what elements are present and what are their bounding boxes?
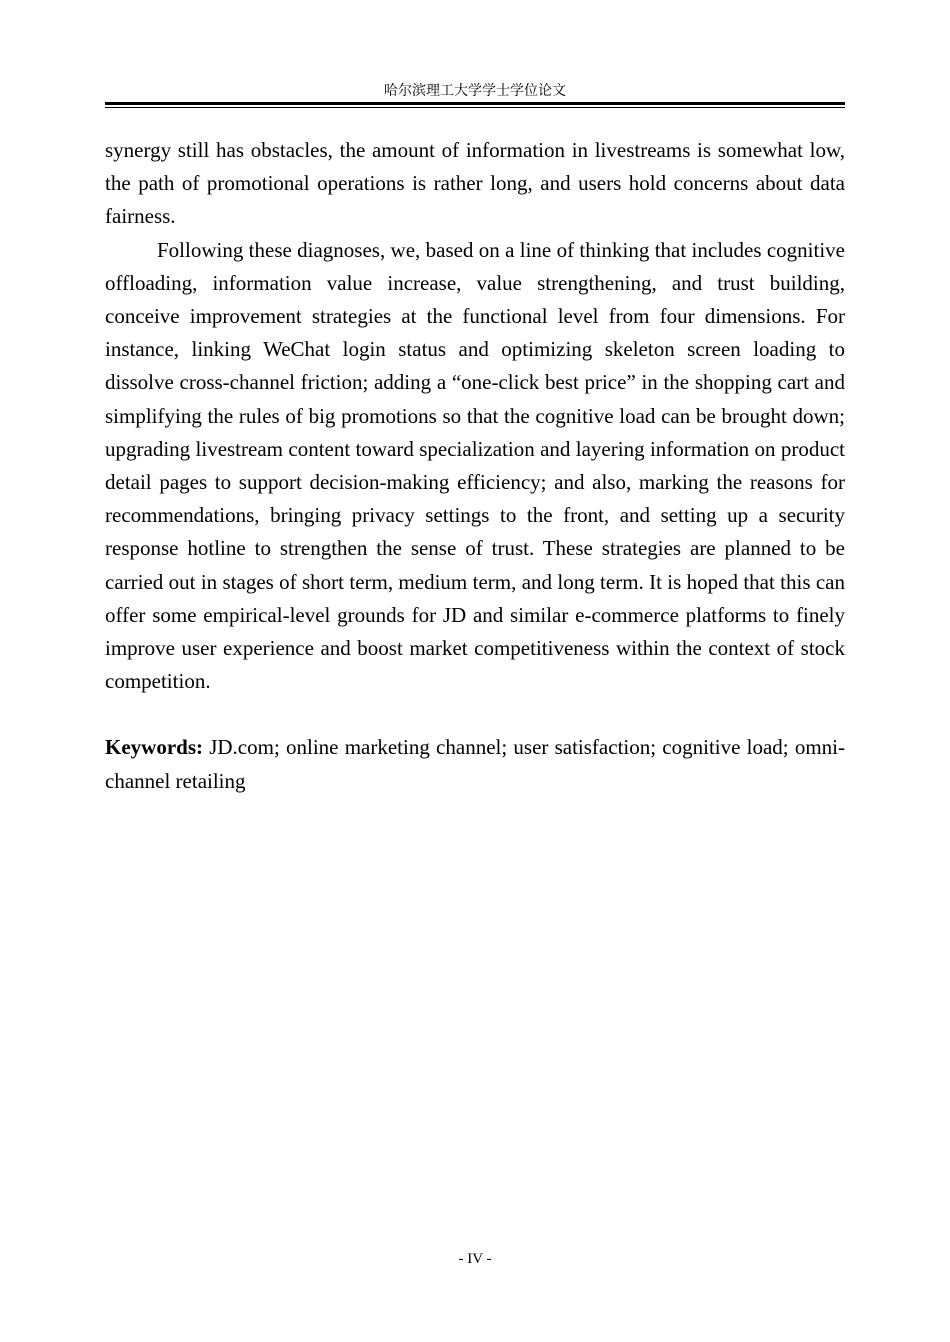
running-header: 哈尔滨理工大学学士学位论文	[384, 83, 566, 99]
header-rule-thick	[105, 102, 845, 105]
keywords-label: Keywords:	[105, 735, 203, 760]
keywords-text: JD.com; online marketing channel; user satisfaction; cognitive load; omni-channel retailing	[105, 735, 846, 793]
abstract-paragraph-continued: synergy still has obstacles, the amount of information in livestreams is somewhat low, the path of promotional operations is rather long, and users hold concerns about data fairness.	[105, 138, 845, 229]
page-number: - IV -	[458, 1251, 492, 1267]
header-rule-thin	[105, 107, 845, 108]
header-rule	[105, 102, 845, 109]
keywords-line	[105, 731, 845, 797]
abstract-body	[105, 134, 845, 798]
abstract-paragraph: Following these diagnoses, we, based on a line of thinking that includes cognitive offloading, information value increase, value strengthening, and trust building, conceive improvement strategies at the functional level from four dimensions. For instance, linking WeChat login status and optimizing skeleton screen loading to dissolve cross-channel friction; adding a “one-click best price” in the shopping cart and simplifying the rules of big promotions so that the cognitive load can be brought down; upgrading livestream content toward specialization and layering information on product detail pages to support decision-making efficiency; and also, marking the reasons for recommendations, bringing privacy settings to the front, and setting up a security response hotline to strengthen the sense of trust. These strategies are planned to be carried out in stages of short term, medium term, and long term. It is hoped that this can offer some empirical-level grounds for JD and similar e-commerce platforms to finely improve user experience and boost market competitiveness within the context of stock competition.	[105, 237, 845, 694]
